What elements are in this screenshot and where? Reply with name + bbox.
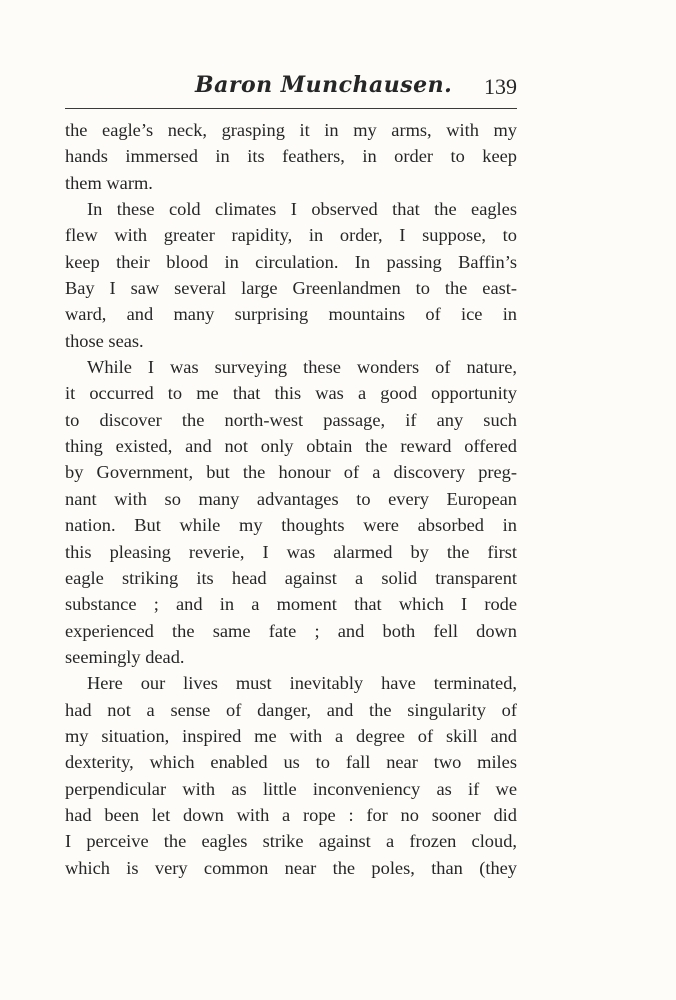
text-line: had not a sense of danger, and the singularity of bbox=[65, 699, 517, 720]
text-line: eagle striking its head against a solid transparent bbox=[65, 567, 517, 588]
text-line: Bay I saw several large Greenlandmen to the east- bbox=[65, 278, 517, 299]
text-line: my situation, inspired me with a degree of skill and bbox=[65, 725, 517, 746]
text-line: the eagle’s neck, grasping it in my arms, with my bbox=[65, 120, 517, 140]
text-line: nation. But while my thoughts were absorbed in bbox=[65, 515, 517, 536]
text-line: by Government, but the honour of a discovery preg- bbox=[65, 462, 517, 483]
running-header bbox=[65, 70, 517, 104]
text-line: flew with greater rapidity, in order, I suppose, to bbox=[65, 225, 517, 246]
running-title: Baron Munchausen. bbox=[195, 72, 453, 98]
header-rule bbox=[65, 108, 517, 109]
text-line: it occurred to me that this was a good opportunity bbox=[65, 383, 517, 404]
text-line: keep their blood in circulation. In passing Baffin’s bbox=[65, 251, 517, 272]
paragraph-first-line: Here our lives must inevitably have terminated, bbox=[87, 673, 517, 694]
text-line: hands immersed in its feathers, in order to keep bbox=[65, 146, 517, 167]
text-line: substance ; and in a moment that which I rode bbox=[65, 594, 517, 615]
text-line: ward, and many surprising mountains of ice in bbox=[65, 304, 517, 325]
text-line: which is very common near the poles, than (they bbox=[65, 857, 517, 878]
text-line: dexterity, which enabled us to fall near two miles bbox=[65, 752, 517, 773]
text-line: had been let down with a rope : for no sooner did bbox=[65, 804, 517, 825]
text-line: those seas. bbox=[65, 330, 144, 351]
text-line: them warm. bbox=[65, 172, 153, 193]
text-line: thing existed, and not only obtain the reward offered bbox=[65, 436, 517, 457]
text-line: I perceive the eagles strike against a frozen cloud, bbox=[65, 831, 517, 852]
text-line: seemingly dead. bbox=[65, 646, 185, 667]
text-line: this pleasing reverie, I was alarmed by the first bbox=[65, 541, 517, 562]
page-number: 139 bbox=[484, 74, 517, 99]
text-line: to discover the north-west passage, if any such bbox=[65, 409, 517, 430]
text-line: nant with so many advantages to every European bbox=[65, 488, 517, 509]
text-line: perpendicular with as little inconveniency as if we bbox=[65, 778, 517, 799]
body-text bbox=[65, 117, 517, 881]
text-line: experienced the same fate ; and both fell down bbox=[65, 620, 517, 641]
paragraph-first-line: While I was surveying these wonders of nature, bbox=[87, 357, 517, 378]
paragraph-first-line: In these cold climates I observed that the eagles bbox=[87, 199, 517, 220]
